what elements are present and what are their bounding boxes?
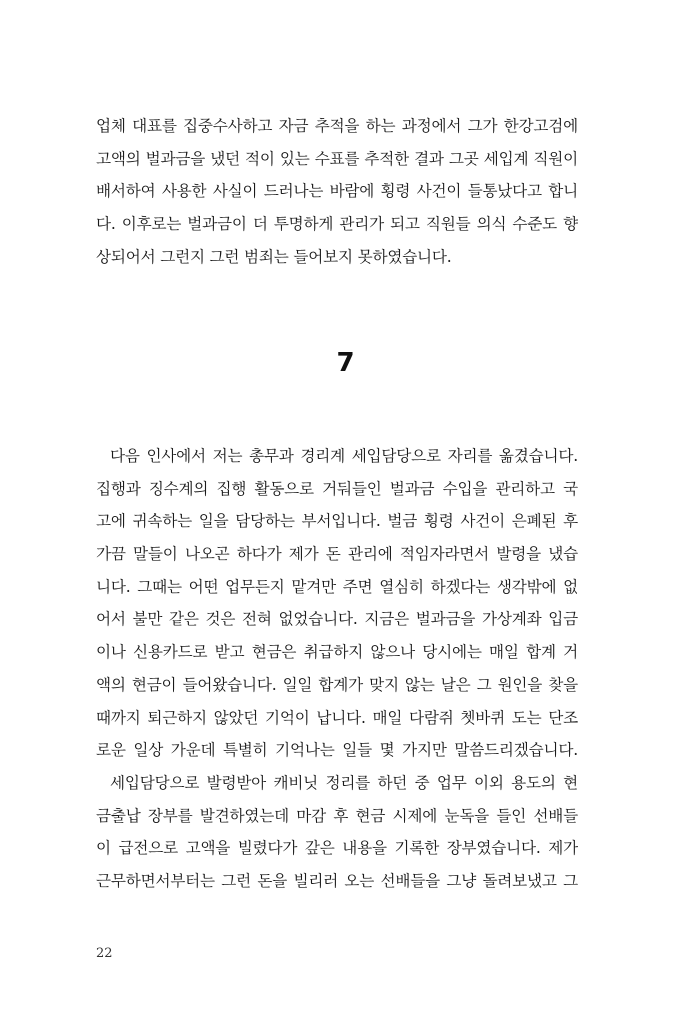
text-line: 다. 이후로는 벌과금이 더 투명하게 관리가 되고 직원들 의식 수준도 향 [96,215,578,234]
text-line: 로운 일상 가운데 특별히 기억나는 일들 몇 가지만 말씀드리겠습니다. [96,741,578,760]
text-line: 집행과 징수계의 집행 활동으로 거둬들인 벌과금 수입을 관리하고 국 [96,479,578,498]
text-line: 다음 인사에서 저는 총무과 경리계 세입담당으로 자리를 옮겼습니다. [110,447,578,465]
text-line: 상되어서 그런지 그런 범죄는 들어보지 못하였습니다. [96,247,452,266]
text-line: 이나 신용카드로 받고 현금은 취급하지 않으나 당시에는 매일 합계 거 [96,643,578,662]
text-line: 배서하여 사용한 사실이 드러나는 바람에 횡령 사건이 들통났다고 합니 [96,182,578,201]
text-line: 고액의 벌과금을 냈던 적이 있는 수표를 추적한 결과 그곳 세입계 직원이 [96,149,578,168]
text-line: 때까지 퇴근하지 않았던 기억이 납니다. 매일 다람쥐 쳇바퀴 도는 단조 [96,708,578,727]
text-line: 이 급전으로 고액을 빌렸다가 갚은 내용을 기록한 장부였습니다. 제가 [96,839,578,858]
text-line: 액의 현금이 들어왔습니다. 일일 합계가 맞지 않는 날은 그 원인을 찾을 [96,675,578,694]
text-line: 근무하면서부터는 그런 돈을 빌리러 오는 선배들을 그냥 돌려보냈고 그 [96,871,578,890]
paragraph-1 [96,110,578,273]
paragraph-2 [96,440,578,898]
text-line: 업체 대표를 집중수사하고 자금 추적을 하는 과정에서 그가 한강고검에 [96,117,578,135]
text-line: 어서 불만 같은 것은 전혀 없었습니다. 지금은 벌과금을 가상계좌 입금 [96,610,578,629]
text-line: 금출납 장부를 발견하였는데 마감 후 현금 시제에 눈독을 들인 선배들 [96,806,578,825]
text-line: 가끔 말들이 나오곤 하다가 제가 돈 관리에 적임자라면서 발령을 냈습 [96,545,578,564]
text-line: 고에 귀속하는 일을 담당하는 부서입니다. 벌금 횡령 사건이 은폐된 후 [96,512,578,531]
chapter-number: 7 [336,348,355,378]
page-number: 22 [96,946,113,961]
text-line: 니다. 그때는 어떤 업무든지 맡겨만 주면 열심히 하겠다는 생각밖에 없 [96,577,578,596]
text-line: 세입담당으로 발령받아 캐비닛 정리를 하던 중 업무 이외 용도의 현 [110,773,578,792]
